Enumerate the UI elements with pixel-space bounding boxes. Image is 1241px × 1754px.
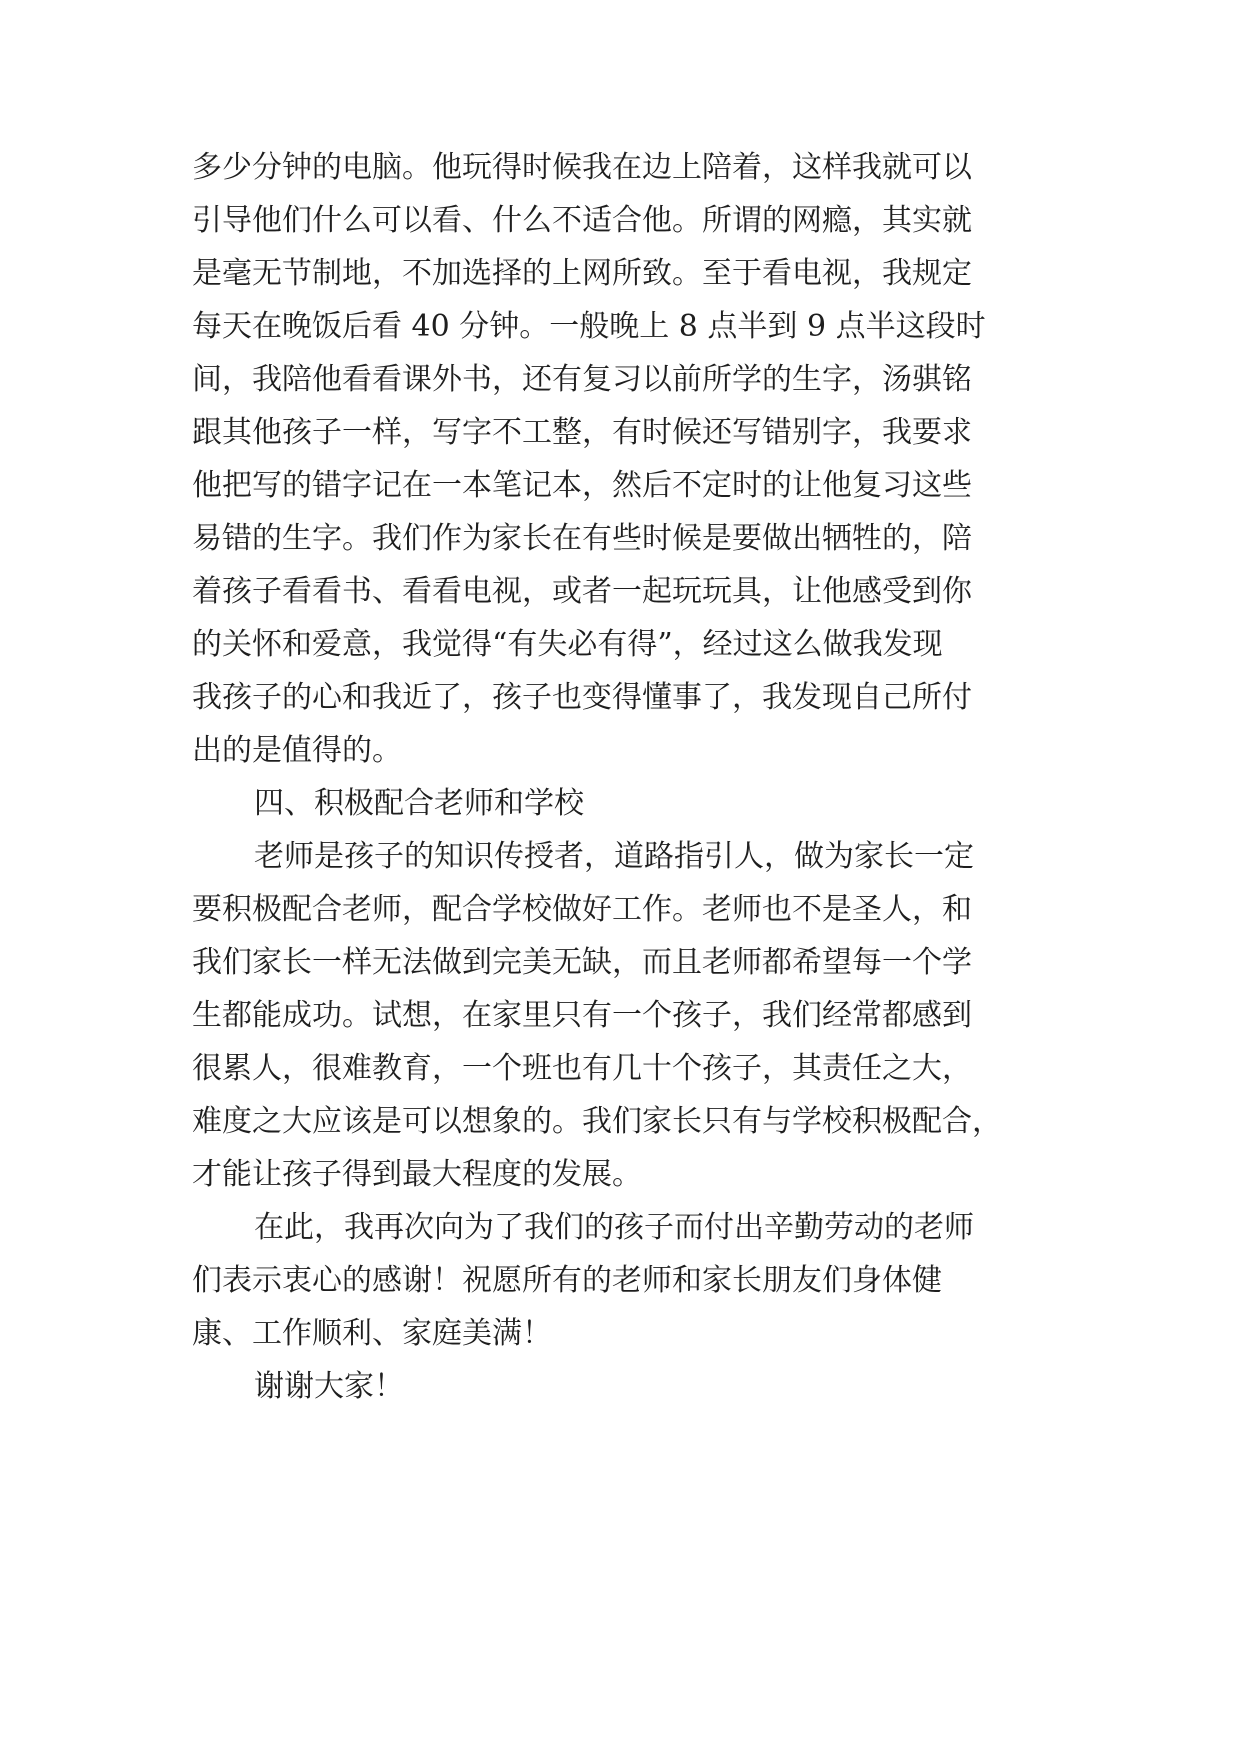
text-line: 老师是孩子的知识传授者，道路指引人，做为家长一定 (254, 839, 974, 874)
text-line: 他把写的错字记在一本笔记本，然后不定时的让他复习这些 (192, 468, 972, 503)
text-line: 每天在晚饭后看 40 分钟。一般晚上 8 点半到 9 点半这段时 (192, 309, 986, 344)
text-line: 要积极配合老师，配合学校做好工作。老师也不是圣人，和 (192, 892, 972, 927)
text-line: 们表示衷心的感谢！祝愿所有的老师和家长朋友们身体健 (192, 1263, 942, 1298)
text-line: 多少分钟的电脑。他玩得时候我在边上陪着，这样我就可以 (192, 150, 972, 185)
section-heading: 四、积极配合老师和学校 (254, 786, 584, 821)
text-line: 间，我陪他看看课外书，还有复习以前所学的生字，汤骐铭 (192, 362, 972, 397)
text-line: 才能让孩子得到最大程度的发展。 (192, 1157, 642, 1192)
text-line: 出的是值得的。 (192, 733, 402, 768)
text-line: 跟其他孩子一样，写字不工整，有时候还写错别字，我要求 (192, 415, 972, 450)
text-line: 在此，我再次向为了我们的孩子而付出辛勤劳动的老师 (254, 1210, 974, 1245)
text-line: 引导他们什么可以看、什么不适合他。所谓的网瘾，其实就 (192, 203, 972, 238)
text-line: 的关怀和爱意，我觉得“有失必有得”，经过这么做我发现 (192, 627, 943, 662)
text-line: 我孩子的心和我近了，孩子也变得懂事了，我发现自己所付 (192, 680, 972, 715)
text-line: 是毫无节制地，不加选择的上网所致。至于看电视，我规定 (192, 256, 972, 291)
text-line: 康、工作顺利、家庭美满！ (192, 1316, 552, 1351)
text-line: 我们家长一样无法做到完美无缺，而且老师都希望每一个学 (192, 945, 972, 980)
text-line: 易错的生字。我们作为家长在有些时候是要做出牺牲的，陪 (192, 521, 972, 556)
closing-line: 谢谢大家！ (254, 1369, 404, 1404)
text-line: 很累人，很难教育，一个班也有几十个孩子，其责任之大， (192, 1051, 972, 1086)
text-line: 难度之大应该是可以想象的。我们家长只有与学校积极配合， (192, 1104, 1002, 1139)
text-line: 生都能成功。试想，在家里只有一个孩子，我们经常都感到 (192, 998, 972, 1033)
text-line: 着孩子看看书、看看电视，或者一起玩玩具，让他感受到你 (192, 574, 972, 609)
